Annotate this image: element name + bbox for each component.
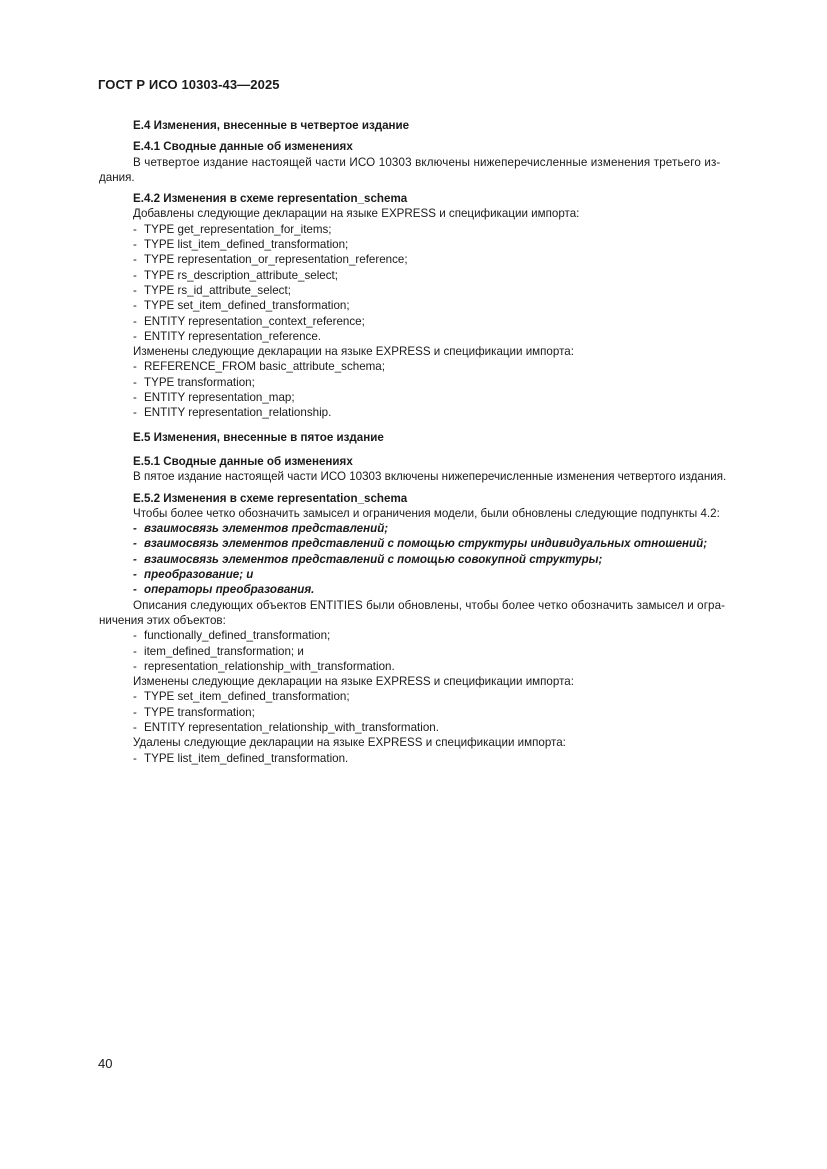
list-item: - операторы преобразования. [133,583,315,597]
list-item: - взаимосвязь элементов представлений; [133,522,389,536]
list-item: - item_defined_transformation; и [133,644,304,658]
list-item: - TYPE set_item_defined_transformation; [133,299,350,313]
section-e5-title: Е.5 Изменения, внесенные в пятое издание [133,430,384,444]
list-item: - ENTITY representation_reference. [133,329,322,343]
list-item: - TYPE representation_or_representation_reference; [133,253,408,267]
list-item: - REFERENCE_FROM basic_attribute_schema; [133,360,385,374]
list-item: - functionally_defined_transformation; [133,629,331,643]
list-item: - ENTITY representation_context_reference; [133,314,365,328]
changed-intro: Изменены следующие декларации на языке EXPRESS и спецификации импорта: [133,675,574,689]
list-item: - TYPE list_item_defined_transformation; [133,238,349,252]
list-item: - преобразование; и [133,568,254,582]
list-item: - TYPE list_item_defined_transformation. [133,751,349,765]
list-item: - TYPE transformation; [133,705,255,719]
section-e5-1-text: В пятое издание настоящей части ИСО 10303 включены нижеперечисленные изменения четвертого издания. [133,470,727,484]
list-item: - TYPE set_item_defined_transformation; [133,690,350,704]
list-item: - TYPE rs_id_attribute_select; [133,283,291,297]
list-item: - TYPE get_representation_for_items; [133,222,332,236]
updated-intro: Чтобы более четко обозначить замысел и ограничения модели, были обновлены следующие подпункты 4.2: [133,506,720,520]
page-content [99,118,768,766]
list-item: - representation_relationship_with_transformation. [133,659,395,673]
section-e5-1-title: Е.5.1 Сводные данные об изменениях [133,454,353,468]
section-e4-title: Е.4 Изменения, внесенные в четвертое издание [133,119,410,132]
list-item: - ENTITY representation_relationship. [133,406,332,420]
list-item: - ENTITY representation_relationship_with_transformation. [133,720,439,734]
section-e4-1-title: Е.4.1 Сводные данные об изменениях [133,140,353,154]
entities-intro: Описания следующих объектов ENTITIES были обновлены, чтобы более четко обозначить замысел и огра- [133,598,726,612]
section-e4-2-title: Е.4.2 Изменения в схеме representation_schema [133,192,408,206]
list-item: - ENTITY representation_map; [133,391,295,405]
list-item: - взаимосвязь элементов представлений с помощью совокупной структуры; [133,552,603,566]
entities-intro-cont: ничения этих объектов: [99,613,226,627]
list-item: - взаимосвязь элементов представлений с помощью структуры индивидуальных отношений; [133,537,708,551]
list-item: - TYPE transformation; [133,375,255,389]
changed-intro: Изменены следующие декларации на языке EXPRESS и спецификации импорта: [133,345,574,359]
removed-intro: Удалены следующие декларации на языке EXPRESS и спецификации импорта: [133,736,566,750]
list-item: - TYPE rs_description_attribute_select; [133,268,338,282]
added-intro: Добавлены следующие декларации на языке EXPRESS и спецификации импорта: [133,207,580,221]
section-e4-1-text: В четвертое издание настоящей части ИСО 10303 включены нижеперечисленные изменения третьего из- [133,155,721,169]
page-number: 40 [98,1056,113,1071]
section-e4-1-text-cont: дания. [99,170,135,184]
section-e5-2-title: Е.5.2 Изменения в схеме representation_schema [133,491,408,505]
document-header: ГОСТ Р ИСО 10303-43—2025 [98,77,280,92]
